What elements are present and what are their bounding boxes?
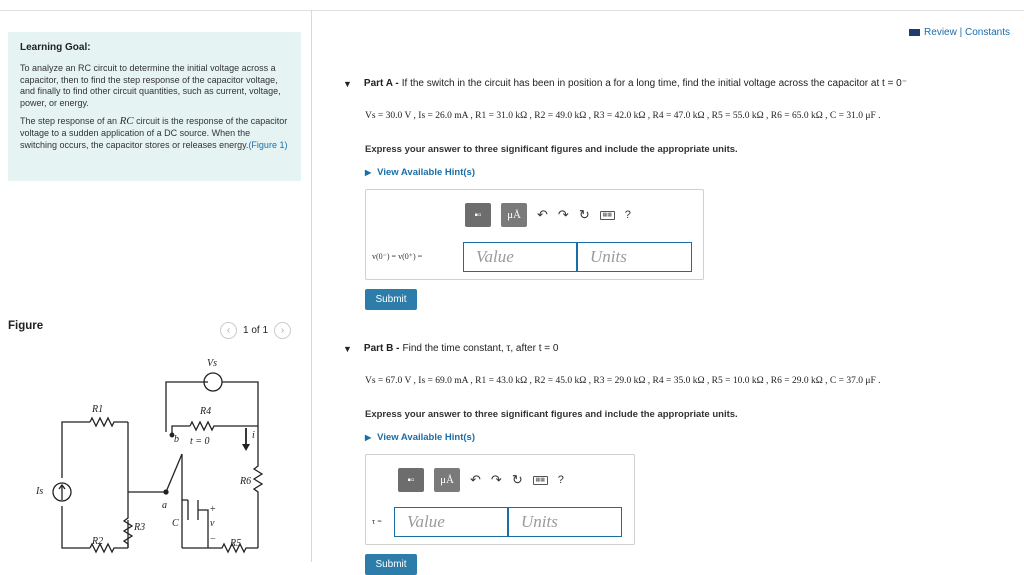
part-b-submit-button[interactable]: Submit [365, 554, 417, 575]
label-a: a [162, 500, 167, 511]
part-a-toolbar [465, 203, 631, 227]
undo-icon[interactable]: ↶ [537, 207, 548, 222]
part-b-answer-box [365, 454, 635, 545]
learning-goal-panel [8, 32, 301, 181]
label-t0: t = 0 [190, 436, 210, 447]
part-b-header[interactable] [343, 343, 558, 354]
part-a-params: Vs = 30.0 V , Is = 26.0 mA , R1 = 31.0 kΩ , R2 = 49.0 kΩ , R3 = 42.0 kΩ , R4 = 47.0 kΩ , R5 = 55.0 kΩ , R6 = 65.0 kΩ , C = 31.0 μF . [365, 111, 881, 121]
collapse-caret-icon[interactable]: ▼ [343, 343, 352, 354]
collapse-caret-icon[interactable]: ▼ [343, 78, 352, 89]
redo-icon[interactable]: ↷ [557, 207, 569, 222]
review-constants-link[interactable]: Review | Constants [909, 27, 1010, 38]
pane-divider [311, 10, 312, 562]
part-a-units-input[interactable] [577, 242, 692, 272]
part-a-equation-label: v(0⁻) = v(0⁺) = [372, 252, 423, 261]
prev-figure-button[interactable]: ‹ [220, 322, 237, 339]
learning-goal-text-2: The step response of an RC circuit is the response of the capacitor voltage to a sudden application of a DC source. When the switching occurs, the capacitor stores or releases energy.(Figure 1) [20, 115, 288, 150]
label-v: v [210, 518, 215, 529]
label-r4: R4 [200, 406, 212, 417]
part-a-question: If the switch in the circuit has been in position a for a long time, find the initial voltage across the capacitor at t = 0⁻ [401, 78, 908, 89]
label-cap-plus: + [210, 504, 216, 515]
part-b-value-input[interactable] [394, 507, 508, 537]
undo-icon[interactable]: ↶ [470, 472, 481, 487]
label-c: C [172, 518, 179, 529]
figure-page-count: 1 of 1 [243, 325, 269, 336]
next-figure-button[interactable]: › [274, 322, 291, 339]
part-a-value-input[interactable] [463, 242, 577, 272]
part-b-units-input[interactable] [508, 507, 622, 537]
part-b-hint-link[interactable]: ▶ View Available Hint(s) [365, 432, 475, 443]
redo-icon[interactable]: ↷ [490, 472, 502, 487]
label-i: i [252, 430, 255, 441]
keyboard-icon[interactable]: ▦▦ [600, 211, 615, 220]
part-a-instruction: Express your answer to three significant figures and include the appropriate units. [365, 144, 738, 155]
part-b-params: Vs = 67.0 V , Is = 69.0 mA , R1 = 43.0 kΩ , R2 = 45.0 kΩ , R3 = 29.0 kΩ , R4 = 35.0 kΩ , R5 = 10.0 kΩ , R6 = 29.0 kΩ , C = 37.0 μF . [365, 376, 881, 386]
label-vs: Vs [207, 358, 217, 369]
label-r2: R2 [92, 536, 104, 547]
label-cap-minus: − [210, 534, 216, 545]
keyboard-icon[interactable]: ▦▦ [533, 476, 548, 485]
part-a-header[interactable] [343, 78, 907, 89]
label-r6: R6 [240, 476, 252, 487]
part-a-answer-box [365, 189, 704, 280]
figure-pager [220, 322, 291, 339]
part-a-submit-button[interactable]: Submit [365, 289, 417, 310]
template-icon[interactable]: ▪▫ [398, 468, 424, 492]
part-b-label: Part B - [363, 343, 400, 354]
label-is: Is [36, 486, 44, 497]
reset-icon[interactable]: ↻ [511, 472, 523, 487]
units-button[interactable]: μÅ [434, 468, 460, 492]
book-icon [909, 29, 920, 36]
part-a-label: Part A - [363, 78, 399, 89]
label-b: b [174, 434, 179, 445]
circuit-diagram [30, 350, 280, 562]
units-button[interactable]: μÅ [501, 203, 527, 227]
top-rule [0, 10, 1024, 11]
label-r5: R5 [230, 538, 242, 549]
label-r3: R3 [134, 522, 146, 533]
part-b-instruction: Express your answer to three significant figures and include the appropriate units. [365, 409, 738, 420]
learning-goal-title: Learning Goal: [20, 42, 91, 53]
figure-link[interactable]: (Figure 1) [248, 139, 288, 150]
part-b-equation-label: τ = [372, 517, 382, 526]
part-b-question: Find the time constant, τ, after t = 0 [402, 343, 559, 354]
help-icon[interactable]: ? [624, 209, 631, 221]
part-b-toolbar [398, 468, 564, 492]
help-icon[interactable]: ? [557, 474, 564, 486]
template-icon[interactable]: ▪▫ [465, 203, 491, 227]
figure-title: Figure [8, 320, 44, 332]
part-a-hint-link[interactable]: ▶ View Available Hint(s) [365, 167, 475, 178]
learning-goal-text-1: To analyze an RC circuit to determine the initial voltage across a capacitor, then to find the step response of the capacitor voltage, and finally to find other circuit quantities, such as current, voltage, power, or energy. [20, 63, 281, 108]
reset-icon[interactable]: ↻ [578, 207, 590, 222]
label-r1: R1 [92, 404, 104, 415]
